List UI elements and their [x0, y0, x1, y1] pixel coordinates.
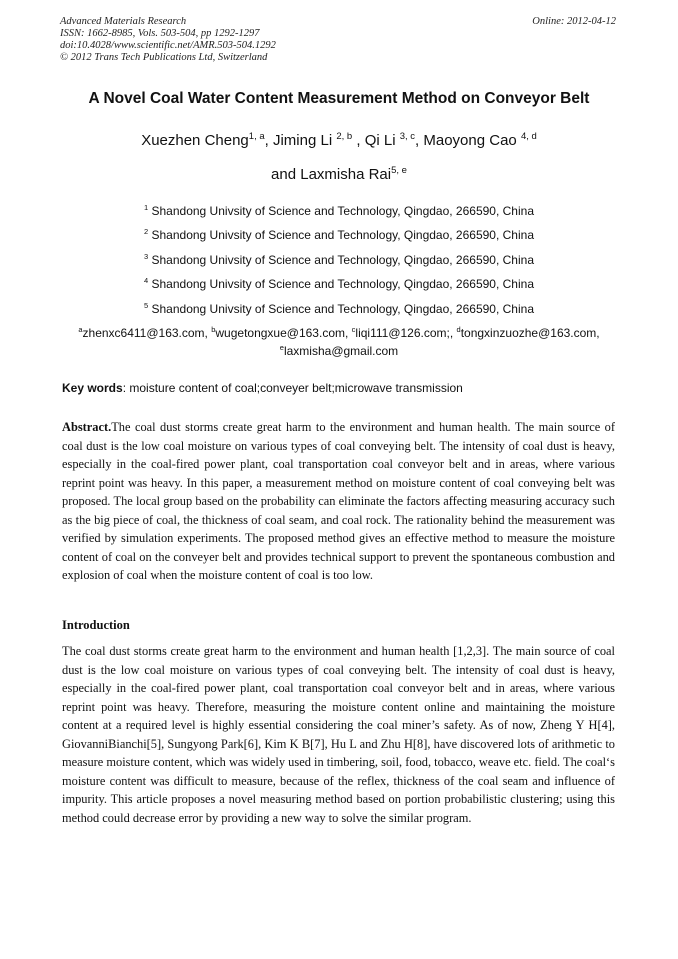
- paper-title: A Novel Coal Water Content Measurement Method on Conveyor Belt: [88, 90, 590, 107]
- online-date: Online: 2012-04-12: [532, 16, 616, 27]
- section-heading-introduction: Introduction: [62, 618, 130, 632]
- abstract: [62, 418, 615, 585]
- author-sup: 3, c: [399, 131, 416, 142]
- introduction-text: The coal dust storms create great harm to the environment and human health [1,2,3]. The main source of coal dust is the low coal moisture on various types of coal conveying belt. The intensity of coal dust is heavy, especially in the coal-fired power plant, coal transportation coal conveyor belt and in areas, where various reprint point was heavy. Therefore, measuring the moisture content online and maintaining the moisture content at a required level is highly essential considering the coal miner’s safety. As of now, Zheng Y H[4], GiovanniBianchi[5], Sungyong Park[6], Kim K B[7], Hu L and Zhu H[8], have discovered lots of arithmetic to measure moisture content, which was widely used in timbering, soil, food, tobacco, weave etc. field. The coal‘s moisture content was difficult to measure, because of the reflex, thickness of the coal seam and influence of impurity. This article proposes a novel measuring method based on portion probabilistic clustering; using this method could decrease error by providing a new way to solve the similar program.: [62, 644, 615, 825]
- author-line-1: [0, 132, 678, 149]
- journal-header: [60, 16, 276, 64]
- author-name: , Jiming Li: [264, 132, 337, 149]
- affiliation: [0, 228, 678, 242]
- author-sup: 1, a: [248, 131, 265, 142]
- email-link[interactable]: zhenxc6411@163.com,: [82, 326, 212, 340]
- affiliation-number: 1: [144, 203, 149, 212]
- email-link[interactable]: laxmisha@gmail.com: [283, 344, 399, 358]
- affiliation-number: 3: [144, 252, 149, 261]
- email-line-1: [0, 326, 678, 340]
- author-name: Xuezhen Cheng: [141, 132, 249, 149]
- affiliation-text: Shandong Univsity of Science and Technology, Qingdao, 266590, China: [148, 277, 534, 291]
- email-sup: c: [351, 325, 356, 334]
- email-line-2: [0, 344, 678, 358]
- author-name: , Maoyong Cao: [415, 132, 521, 149]
- email-sup: a: [78, 325, 83, 334]
- journal-name: Advanced Materials Research: [60, 16, 187, 27]
- doi-line: doi:10.4028/www.scientific.net/AMR.503-504.1292: [60, 40, 276, 51]
- author-name: and Laxmisha Rai: [271, 166, 392, 183]
- email-link[interactable]: liqi111@126.com;,: [355, 326, 457, 340]
- email-link[interactable]: tongxinzuozhe@163.com,: [460, 326, 600, 340]
- email-sup: d: [456, 325, 461, 334]
- keywords-label: Key words: [62, 381, 123, 395]
- author-line-2: [0, 166, 678, 183]
- author-name: , Qi Li: [352, 132, 400, 149]
- affiliation: [0, 253, 678, 267]
- author-sup: 5, e: [391, 165, 407, 176]
- keywords-text: : moisture content of coal;conveyer belt;microwave transmission: [122, 381, 463, 395]
- issn-line: ISSN: 1662-8985, Vols. 503-504, pp 1292-1297: [60, 28, 260, 39]
- email-sup: e: [279, 343, 284, 352]
- affiliation-number: 4: [144, 276, 149, 285]
- author-sup: 2, b: [336, 131, 353, 142]
- affiliation-text: Shandong Univsity of Science and Technology, Qingdao, 266590, China: [148, 228, 534, 242]
- affiliation-text: Shandong Univsity of Science and Technology, Qingdao, 266590, China: [148, 302, 534, 316]
- affiliation-text: Shandong Univsity of Science and Technology, Qingdao, 266590, China: [148, 253, 534, 267]
- email-link[interactable]: wugetongxue@163.com,: [215, 326, 352, 340]
- affiliation-text: Shandong Univsity of Science and Technology, Qingdao, 266590, China: [148, 204, 534, 218]
- author-sup: 4, d: [520, 131, 537, 142]
- email-sup: b: [211, 325, 216, 334]
- keywords: [62, 381, 463, 395]
- affiliation: [0, 277, 678, 291]
- affiliation: [0, 302, 678, 316]
- affiliation-number: 5: [144, 301, 149, 310]
- abstract-text: The coal dust storms create great harm to the environment and human health. The main source of coal dust is the low coal moisture on various types of coal conveying belt. The intensity of coal dust is heavy, especially in the coal-fired power plant, coal transportation coal conveyor belt and in areas, where various reprint point was heavy. In this paper, a measurement method on moisture content of coal conveying belt was proposed. The local group based on the probability can eliminate the factors affecting measuring accuracy such as the big piece of coal, the thickness of coal seam, and coal rock. The rationality behind the measurement was verified by simulation experiments. The proposed method gives an effective method to measure the moisture content of coal on the conveyer belt and provides technical support to prevent the spontaneous combustion and explosion of coal when the moisture content of coal is too low.: [62, 420, 615, 582]
- abstract-label: Abstract.: [62, 420, 112, 434]
- affiliation: [0, 204, 678, 218]
- copyright-line: © 2012 Trans Tech Publications Ltd, Switzerland: [60, 52, 268, 63]
- affiliation-number: 2: [144, 227, 149, 236]
